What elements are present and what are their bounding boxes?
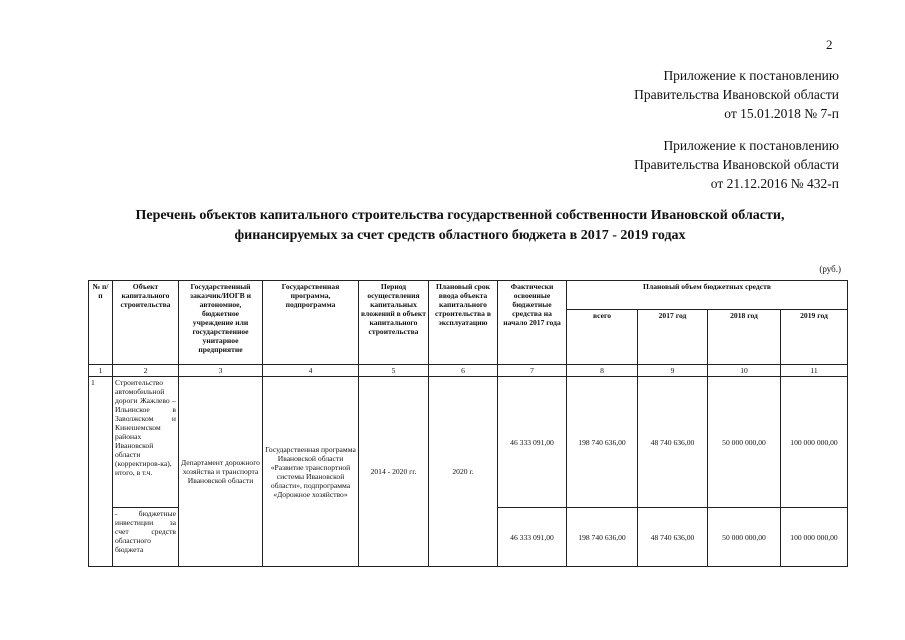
appendix-line: Приложение к постановлению (663, 138, 839, 153)
year-2018-cell: 50 000 000,00 (708, 508, 781, 567)
title-line: Перечень объектов капитального строительства государственной собственности Ивановской области, (135, 208, 785, 223)
column-number: 3 (179, 365, 263, 377)
appendix-reference-2 (634, 136, 839, 193)
total-cell: 198 740 636,00 (567, 508, 638, 567)
header-commissioning: Плановый срок ввода объекта капитального строительства в эксплуатацию (429, 281, 498, 365)
year-2019-cell: 100 000 000,00 (781, 377, 848, 508)
header-2017: 2017 год (638, 310, 708, 365)
header-actual: Фактически освоенные бюджетные средства на начало 2017 года (498, 281, 567, 365)
page-number: 2 (826, 37, 833, 52)
actual-funds-cell: 46 333 091,00 (498, 508, 567, 567)
commissioning-cell: 2020 г. (429, 377, 498, 567)
object-name-cell: - бюджетные инвестиции за счет средств областного бюджета (113, 508, 179, 567)
year-2017-cell: 48 740 636,00 (638, 377, 708, 508)
document-title (80, 206, 840, 246)
year-2018-cell: 50 000 000,00 (708, 377, 781, 508)
period-cell: 2014 - 2020 гг. (359, 377, 429, 567)
customer-cell: Департамент дорожного хозяйства и транспорта Ивановской области (179, 377, 263, 567)
header-total: всего (567, 310, 638, 365)
column-number: 4 (263, 365, 359, 377)
appendix-line: Правительства Ивановской области (634, 157, 839, 172)
appendix-line: от 15.01.2018 № 7-п (724, 106, 839, 121)
table-row (89, 377, 848, 508)
column-number: 10 (708, 365, 781, 377)
title-line: финансируемых за счет средств областного бюджета в 2017 - 2019 годах (234, 228, 686, 243)
header-customer: Государственный заказчик/ИОГВ и автономное, бюджетное учреждение или государственное унитарное предприятие (179, 281, 263, 365)
header-2018: 2018 год (708, 310, 781, 365)
column-number: 1 (89, 365, 113, 377)
program-cell: Государственная программа Ивановской области «Развитие транспортной системы Ивановской области», подпрограмма «Дорожное хозяйство» (263, 377, 359, 567)
column-number: 7 (498, 365, 567, 377)
object-name-cell: Строительство автомобильной дороги Жажлево – Ильинское в Заволжском и Кинешемском районах Ивановской области (корректиров-ка), итого, в т.ч. (113, 377, 179, 508)
appendix-reference-1 (634, 66, 839, 123)
year-2019-cell: 100 000 000,00 (781, 508, 848, 567)
capital-construction-table (88, 280, 848, 567)
actual-funds-cell: 46 333 091,00 (498, 377, 567, 508)
column-number: 6 (429, 365, 498, 377)
header-planned-group: Плановый объем бюджетных средств (567, 281, 848, 310)
total-cell: 198 740 636,00 (567, 377, 638, 508)
row-number-cell: 1 (89, 377, 113, 567)
header-period: Период осуществления капитальных вложений в объект капитального строительства (359, 281, 429, 365)
appendix-line: Приложение к постановлению (663, 68, 839, 83)
column-number: 2 (113, 365, 179, 377)
header-num: № п/п (89, 281, 113, 365)
column-number: 5 (359, 365, 429, 377)
column-number-row (89, 365, 848, 377)
table-header-row (89, 281, 848, 310)
currency-unit-note: (руб.) (819, 264, 841, 274)
header-object: Объект капитального строительства (113, 281, 179, 365)
appendix-line: Правительства Ивановской области (634, 87, 839, 102)
column-number: 9 (638, 365, 708, 377)
header-2019: 2019 год (781, 310, 848, 365)
year-2017-cell: 48 740 636,00 (638, 508, 708, 567)
column-number: 11 (781, 365, 848, 377)
column-number: 8 (567, 365, 638, 377)
appendix-line: от 21.12.2016 № 432-п (710, 176, 839, 191)
header-program: Государственная программа, подпрограмма (263, 281, 359, 365)
